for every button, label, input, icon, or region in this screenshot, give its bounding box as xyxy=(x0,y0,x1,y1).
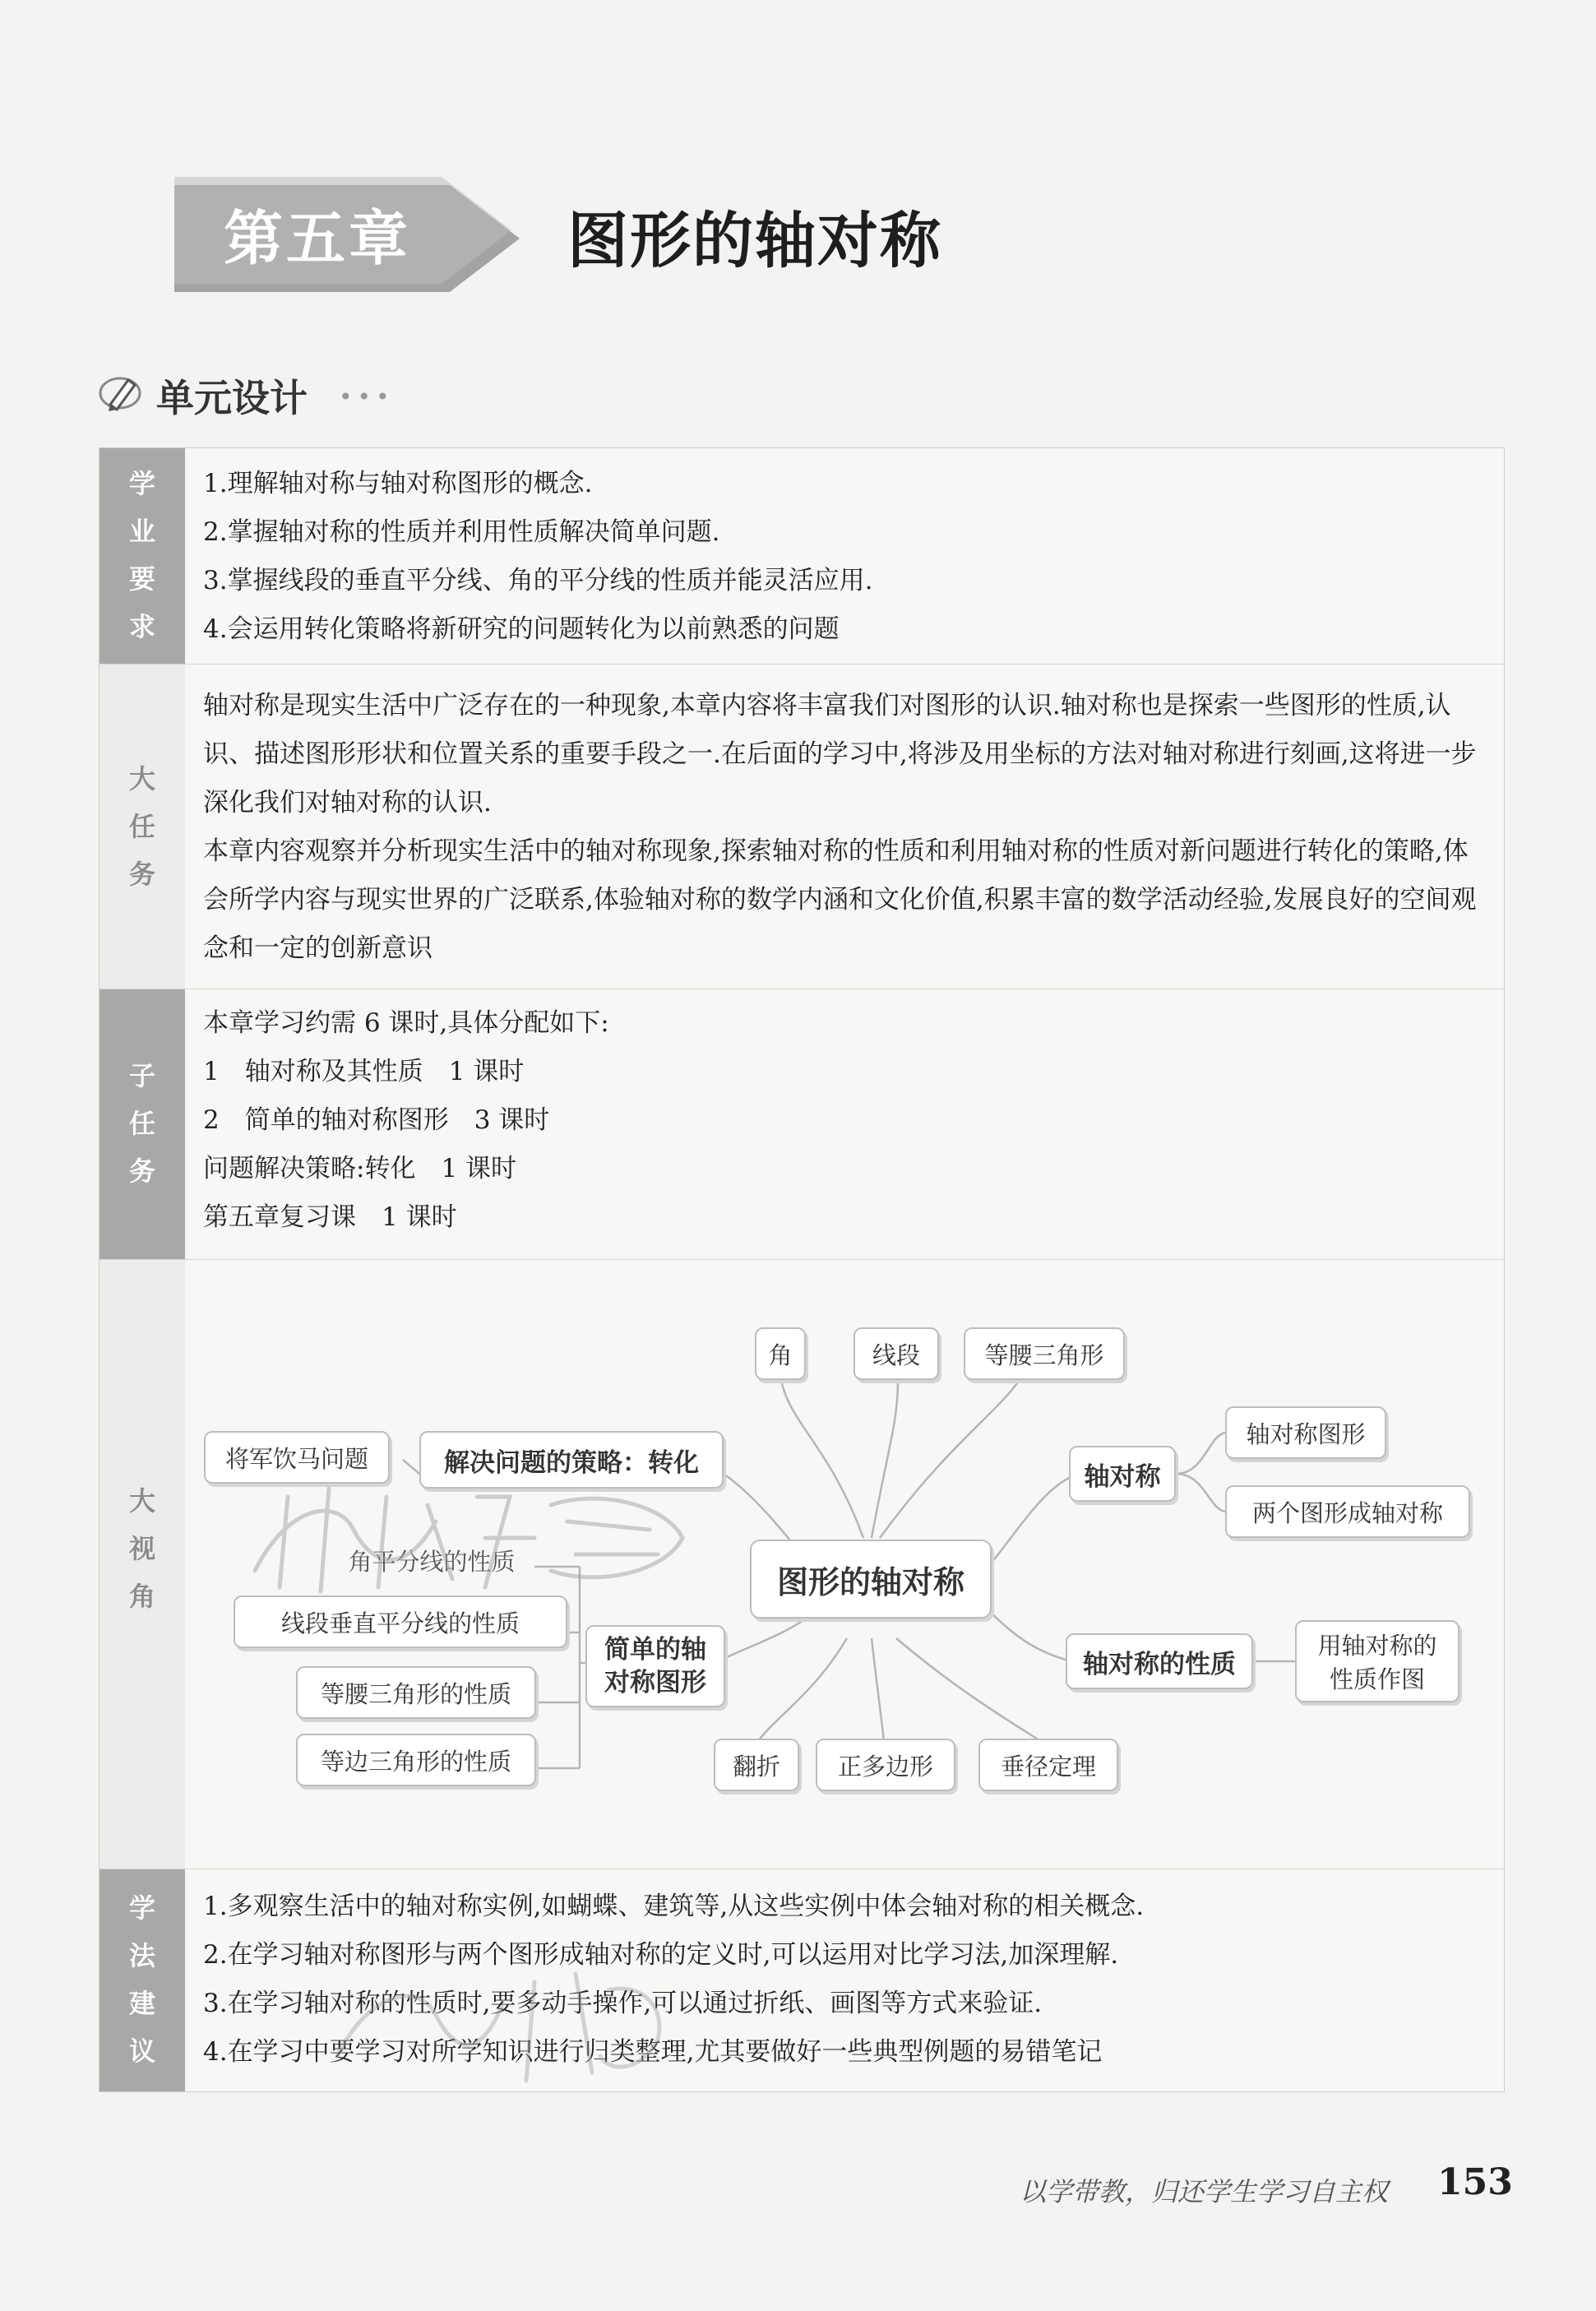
chapter-title: 图形的轴对称 xyxy=(567,206,942,276)
big-task-paragraph: 本章内容观察并分析现实生活中的轴对称现象,探索轴对称的性质和利用轴对称的性质对新问题进行转化的策略,体会所学内容与现实世界的广泛联系,体验轴对称的数学内涵和文化价值,积累丰富的数学活动经验,发展良好的空间观念和一定的创新意识 xyxy=(203,836,1477,963)
mindmap-bottom-node: 翻折 xyxy=(714,1739,799,1791)
mindmap-axis-child: 轴对称图形 xyxy=(1225,1406,1386,1459)
mindmap-simple-child: 线段垂直平分线的性质 xyxy=(234,1595,567,1648)
mindmap-center: 图形的轴对称 xyxy=(750,1540,992,1619)
page-number: 153 xyxy=(1437,2161,1513,2203)
label-big-task-text: 大 任 务 xyxy=(128,763,155,890)
mindmap-axis-node: 轴对称 xyxy=(1069,1446,1176,1502)
sub-task-item: 1 轴对称及其性质 1 课时 xyxy=(203,1057,525,1086)
sub-task-item: 本章学习约需 6 课时,具体分配如下: xyxy=(203,1008,609,1038)
requirement-item: 4.会运用转化策略将新研究的问题转化为以前熟悉的问题 xyxy=(203,614,840,644)
sub-task-item: 问题解决策略:转化 1 课时 xyxy=(203,1154,517,1183)
method-item: 4.在学习中要学习对所学知识进行归类整理,尤其要做好一些典型例题的易错笔记 xyxy=(203,2037,1103,2067)
requirement-item: 1.理解轴对称与轴对称图形的概念. xyxy=(203,469,593,498)
mindmap-property-child: 用轴对称的性质作图 xyxy=(1295,1620,1460,1702)
label-sub-task-text: 子 任 务 xyxy=(128,1060,155,1187)
mindmap-top-node: 等腰三角形 xyxy=(964,1327,1125,1380)
watermark-logo xyxy=(238,1472,699,1595)
chapter-label: 第五章 xyxy=(224,204,412,273)
mindmap-top-node: 线段 xyxy=(854,1327,939,1380)
requirement-item: 2.掌握轴对称的性质并利用性质解决简单问题. xyxy=(203,517,720,547)
label-requirements-text: 学 业 要 求 xyxy=(128,468,155,642)
footer-slogan: 以学带教，归还学生学习自主权 xyxy=(1020,2176,1389,2207)
mindmap-simple-node: 简单的轴对称图形 xyxy=(585,1625,725,1707)
big-task-paragraph: 轴对称是现实生活中广泛存在的一种现象,本章内容将丰富我们对图形的认识.轴对称也是探索一些图形的性质,认识、描述图形形状和位置关系的重要手段之一.在后面的学习中,将涉及用坐标的方法对轴对称进行刻画,这将进一步深化我们对轴对称的认识. xyxy=(203,691,1477,817)
label-big-view-text: 大 视 角 xyxy=(128,1485,155,1612)
mindmap-strategy-node: 解决问题的策略：转化 xyxy=(419,1431,724,1489)
watermark-logo xyxy=(329,1957,674,2089)
method-item: 1.多观察生活中的轴对称实例,如蝴蝶、建筑等,从这些实例中体会轴对称的相关概念. xyxy=(203,1892,1145,1921)
label-method-text: 学 法 建 议 xyxy=(128,1892,155,2067)
mindmap-property-node: 轴对称的性质 xyxy=(1066,1633,1253,1689)
sub-task-item: 第五章复习课 1 课时 xyxy=(203,1202,457,1232)
requirement-item: 3.掌握线段的垂直平分线、角的平分线的性质并能灵活应用. xyxy=(203,566,873,595)
mindmap-simple-child: 等边三角形的性质 xyxy=(296,1734,536,1786)
mindmap-axis-child: 两个图形成轴对称 xyxy=(1225,1485,1470,1538)
mindmap-bottom-node: 正多边形 xyxy=(816,1739,955,1791)
mindmap-simple-child: 角平分线的性质 xyxy=(348,1547,516,1576)
mindmap-strategy-child: 将军饮马问题 xyxy=(204,1431,390,1484)
mindmap-top-node: 角 xyxy=(755,1327,806,1380)
mindmap-simple-child: 等腰三角形的性质 xyxy=(296,1666,536,1719)
section-title: 单元设计 xyxy=(156,376,308,420)
mindmap-bottom-node: 垂径定理 xyxy=(978,1739,1118,1791)
method-item: 3.在学习轴对称的性质时,要多动手操作,可以通过折纸、画图等方式来验证. xyxy=(203,1989,1043,2018)
section-dots: ••• xyxy=(339,383,395,410)
method-item: 2.在学习轴对称图形与两个图形成轴对称的定义时,可以运用对比学习法,加深理解. xyxy=(203,1940,1119,1970)
sub-task-item: 2 简单的轴对称图形 3 课时 xyxy=(203,1105,550,1135)
